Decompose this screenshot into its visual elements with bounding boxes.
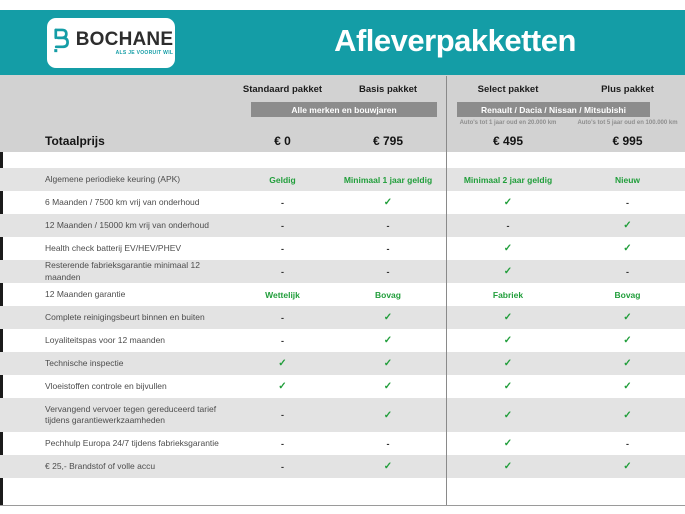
feature-value-standaard: - bbox=[281, 312, 284, 323]
feature-label: 12 Maanden garantie bbox=[45, 288, 126, 299]
feature-value-basis: - bbox=[386, 438, 390, 449]
feature-value-standaard: Geldig bbox=[269, 174, 296, 185]
feature-value-select: - bbox=[506, 220, 510, 231]
spacer-row bbox=[0, 152, 685, 168]
feature-value-plus: ✓ bbox=[623, 335, 632, 346]
feature-value-basis: ✓ bbox=[383, 358, 393, 369]
feature-value-basis: ✓ bbox=[383, 409, 393, 421]
feature-value-standaard: Wettelijk bbox=[265, 289, 300, 300]
feature-label: Health check batterij EV/HEV/PHEV bbox=[45, 242, 182, 253]
feature-value-select: ✓ bbox=[503, 438, 513, 449]
brand-tagline: ALS JE VOORUIT WIL bbox=[115, 50, 174, 56]
feature-label: Vervangend vervoer tegen gereduceerd tarief tijdens garantiewerkzaamheden bbox=[45, 403, 217, 425]
feature-value-select: ✓ bbox=[503, 335, 513, 346]
feature-value-basis: ✓ bbox=[383, 312, 393, 323]
feature-value-plus: ✓ bbox=[623, 312, 632, 323]
feature-value-basis: ✓ bbox=[383, 197, 393, 208]
bottom-border-line bbox=[0, 505, 685, 506]
feature-value-basis: - bbox=[386, 243, 390, 254]
feature-row-6-maanden-onderhoud bbox=[0, 191, 685, 214]
feature-row-brandstof-volle-accu bbox=[0, 455, 685, 478]
feature-value-plus: ✓ bbox=[623, 358, 632, 369]
feature-value-select: ✓ bbox=[503, 197, 513, 208]
feature-row-12-maanden-garantie bbox=[0, 283, 685, 306]
totaalprijs-label: Totaalprijs bbox=[45, 134, 105, 148]
feature-value-select: ✓ bbox=[503, 243, 513, 254]
bochane-logo-icon bbox=[49, 27, 71, 59]
column-name-standaard: Standaard pakket bbox=[242, 84, 323, 95]
feature-value-standaard: - bbox=[281, 461, 284, 472]
bottom-empty-row bbox=[0, 478, 685, 505]
feature-value-select: ✓ bbox=[503, 312, 513, 323]
vertical-divider-line bbox=[446, 76, 447, 505]
feature-value-standaard: - bbox=[281, 220, 284, 231]
feature-value-plus: ✓ bbox=[623, 409, 632, 421]
feature-value-plus: Bovag bbox=[614, 289, 641, 300]
feature-value-plus: ✓ bbox=[623, 381, 632, 392]
price-select: € 495 bbox=[492, 134, 524, 148]
feature-value-plus: - bbox=[626, 266, 629, 277]
feature-row-resterende-fabrieksgarantie bbox=[0, 260, 685, 283]
feature-value-standaard: ✓ bbox=[278, 358, 287, 369]
feature-value-basis: Bovag bbox=[375, 289, 401, 300]
feature-label: Pechhulp Europa 24/7 tijdens fabrieksgarantie bbox=[45, 437, 219, 448]
brand-name: BOCHANE bbox=[75, 29, 174, 50]
feature-value-select: ✓ bbox=[503, 461, 513, 472]
feature-value-basis: - bbox=[386, 220, 390, 231]
features-table bbox=[0, 152, 685, 505]
feature-row-loyaliteitspas bbox=[0, 329, 685, 352]
price-standaard: € 0 bbox=[274, 134, 291, 148]
feature-row-technische-inspectie bbox=[0, 352, 685, 375]
feature-value-standaard: - bbox=[281, 197, 284, 208]
totaalprijs-row bbox=[0, 131, 685, 151]
column-header-band bbox=[0, 75, 685, 152]
price-plus: € 995 bbox=[612, 134, 643, 148]
column-name-basis: Basis pakket bbox=[358, 84, 418, 95]
feature-value-plus: ✓ bbox=[623, 220, 632, 231]
feature-row-complete-reinigingsbeurt bbox=[0, 306, 685, 329]
feature-value-plus: - bbox=[626, 197, 629, 208]
column-name-plus: Plus pakket bbox=[601, 84, 654, 95]
feature-value-basis: - bbox=[386, 266, 390, 277]
group-badge-renault-dacia-nissan-mitsubishi: Renault / Dacia / Nissan / Mitsubishi bbox=[457, 102, 650, 117]
feature-value-plus: ✓ bbox=[623, 461, 632, 472]
feature-value-select: ✓ bbox=[503, 266, 513, 277]
feature-value-select: ✓ bbox=[503, 381, 513, 392]
price-basis: € 795 bbox=[372, 134, 404, 148]
feature-value-select: Fabriek bbox=[492, 289, 524, 300]
column-subtitles-row bbox=[0, 120, 685, 126]
feature-value-plus: - bbox=[626, 438, 629, 449]
feature-label: Vloeistoffen controle en bijvullen bbox=[45, 380, 167, 391]
feature-value-standaard: - bbox=[281, 243, 284, 254]
feature-value-basis: Minimaal 1 jaar geldig bbox=[343, 174, 433, 185]
feature-label: Complete reinigingsbeurt binnen en buiten bbox=[45, 311, 205, 322]
feature-value-basis: ✓ bbox=[383, 335, 393, 346]
feature-value-select: ✓ bbox=[503, 409, 513, 421]
column-names-row bbox=[0, 84, 685, 95]
feature-label: Algemene periodieke keuring (APK) bbox=[45, 173, 181, 184]
feature-row-vloeistoffen-controle bbox=[0, 375, 685, 398]
bochane-logo bbox=[47, 18, 175, 68]
feature-label: Resterende fabrieksgarantie minimaal 12 maanden bbox=[45, 260, 200, 282]
feature-value-select: Minimaal 2 jaar geldig bbox=[463, 174, 553, 185]
page-title: Afleverpakketten bbox=[334, 23, 576, 58]
feature-value-standaard: ✓ bbox=[278, 381, 287, 392]
feature-label: Technische inspectie bbox=[45, 357, 124, 368]
feature-value-standaard: - bbox=[281, 266, 284, 277]
feature-value-standaard: - bbox=[281, 410, 284, 420]
column-subtitle-select: Auto's tot 1 jaar oud en 20.000 km bbox=[459, 120, 557, 126]
column-name-select: Select pakket bbox=[477, 84, 539, 95]
feature-label: € 25,- Brandstof of volle accu bbox=[45, 460, 156, 471]
feature-row-apk bbox=[0, 168, 685, 191]
feature-row-vervangend-vervoer bbox=[0, 398, 685, 432]
feature-value-standaard: - bbox=[281, 335, 284, 346]
feature-row-pechhulp-europa bbox=[0, 432, 685, 455]
feature-value-standaard: - bbox=[281, 438, 284, 449]
feature-row-12-maanden-onderhoud bbox=[0, 214, 685, 237]
feature-label: 12 Maanden / 15000 km vrij van onderhoud bbox=[45, 219, 209, 230]
feature-row-health-check-batterij bbox=[0, 237, 685, 260]
feature-value-basis: ✓ bbox=[383, 381, 393, 392]
feature-value-basis: ✓ bbox=[383, 461, 393, 472]
feature-label: 6 Maanden / 7500 km vrij van onderhoud bbox=[45, 196, 200, 207]
feature-value-plus: Nieuw bbox=[614, 174, 641, 185]
column-subtitle-plus: Auto's tot 5 jaar oud en 100.000 km bbox=[577, 120, 678, 126]
group-badge-all-brands: Alle merken en bouwjaren bbox=[251, 102, 437, 117]
feature-label: Loyaliteitspas voor 12 maanden bbox=[45, 334, 166, 345]
feature-value-select: ✓ bbox=[503, 358, 513, 369]
teal-header-band bbox=[0, 10, 685, 75]
feature-value-plus: ✓ bbox=[623, 243, 632, 254]
